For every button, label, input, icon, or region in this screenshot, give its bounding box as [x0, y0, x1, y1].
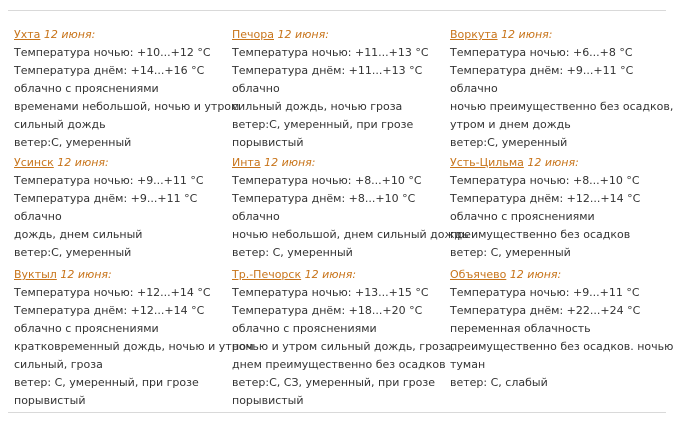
weather-description-line: облачно	[14, 210, 62, 223]
weather-description-line: преимущественно без осадков	[450, 228, 631, 241]
forecast-card	[450, 154, 668, 266]
weather-description-line: облачно	[232, 82, 280, 95]
weather-description-line: облачно с прояснениями	[14, 322, 159, 335]
city-link[interactable]: Инта	[232, 156, 261, 169]
forecast-card	[232, 26, 450, 154]
top-divider	[8, 10, 666, 11]
weather-description-line: дождь, днем сильный	[14, 228, 143, 241]
weather-description-line: ветер:С, СЗ, умеренный, при грозе	[232, 376, 435, 389]
weather-description-line: сильный дождь, ночью гроза	[232, 100, 403, 113]
city-link[interactable]: Усть-Цильма	[450, 156, 524, 169]
day-temperature: Температура днём: +18...+20 °C	[232, 304, 423, 317]
forecast-date: 12 июня:	[60, 268, 112, 281]
forecast-card	[232, 266, 455, 407]
weather-description-line: ветер:С, умеренный	[450, 136, 568, 149]
city-link[interactable]: Печора	[232, 28, 274, 41]
city-link[interactable]: Воркута	[450, 28, 498, 41]
forecast-header	[232, 26, 450, 44]
weather-description-line: порывистый	[14, 394, 86, 407]
night-temperature: Температура ночью: +6...+8 °C	[450, 46, 633, 59]
day-temperature: Температура днём: +8...+10 °C	[232, 192, 416, 205]
city-link[interactable]: Объячево	[450, 268, 507, 281]
forecast-panel	[8, 0, 676, 426]
weather-description-line: кратковременный дождь, ночью и утром	[14, 340, 254, 353]
bottom-divider	[8, 412, 666, 413]
day-temperature: Температура днём: +12...+14 °C	[14, 304, 205, 317]
weather-description-line: преимущественно без осадков. ночью	[450, 340, 674, 353]
weather-description-line: порывистый	[232, 394, 304, 407]
weather-description-line: туман	[450, 358, 486, 371]
day-temperature: Температура днём: +22...+24 °C	[450, 304, 641, 317]
night-temperature: Температура ночью: +11...+13 °C	[232, 46, 429, 59]
weather-description-line: днем преимущественно без осадков	[232, 358, 446, 371]
forecast-date: 12 июня:	[527, 156, 579, 169]
night-temperature: Температура ночью: +9...+11 °C	[450, 286, 640, 299]
weather-description-line: облачно	[232, 210, 280, 223]
day-temperature: Температура днём: +12...+14 °C	[450, 192, 641, 205]
weather-description-line: ночью и утром сильный дождь, гроза,	[232, 340, 455, 353]
forecast-date: 12 июня:	[43, 28, 96, 41]
forecast-date: 12 июня:	[264, 156, 316, 169]
forecast-card	[14, 154, 232, 266]
forecast-header	[232, 266, 450, 284]
forecast-card	[450, 266, 674, 402]
night-temperature: Температура ночью: +9...+11 °C	[14, 174, 204, 187]
forecast-date: 12 июня:	[501, 28, 553, 41]
weather-description-line: сильный дождь	[14, 118, 106, 131]
forecast-header	[14, 154, 232, 172]
weather-description-line: ночью преимущественно без осадков,	[450, 100, 674, 113]
forecast-header	[232, 154, 450, 172]
weather-description-line: ветер:С, умеренный, при грозе	[232, 118, 414, 131]
night-temperature: Температура ночью: +13...+15 °C	[232, 286, 429, 299]
weather-description-line: временами небольшой, ночью и утром	[14, 100, 240, 113]
forecast-card	[232, 154, 469, 266]
forecast-card	[14, 26, 240, 154]
forecast-grid	[14, 26, 674, 407]
night-temperature: Температура ночью: +8...+10 °C	[450, 174, 640, 187]
city-link[interactable]: Вуктыл	[14, 268, 57, 281]
weather-description-line: ветер:С, умеренный	[14, 246, 132, 259]
weather-description-line: ветер:С, умеренный	[14, 136, 132, 149]
forecast-header	[450, 266, 668, 284]
weather-description-line: ветер: С, умеренный	[450, 246, 571, 259]
forecast-date: 12 июня:	[304, 268, 357, 281]
forecast-date: 12 июня:	[277, 28, 329, 41]
day-temperature: Температура днём: +9...+11 °C	[14, 192, 198, 205]
weather-description-line: ветер: С, слабый	[450, 376, 548, 389]
weather-description-line: облачно с прояснениями	[14, 82, 159, 95]
weather-description-line: облачно	[450, 82, 498, 95]
weather-description-line: облачно с прояснениями	[450, 210, 595, 223]
city-link[interactable]: Ухта	[14, 28, 41, 41]
night-temperature: Температура ночью: +8...+10 °C	[232, 174, 422, 187]
night-temperature: Температура ночью: +12...+14 °C	[14, 286, 211, 299]
weather-description-line: сильный, гроза	[14, 358, 103, 371]
forecast-date: 12 июня:	[509, 268, 562, 281]
weather-description-line: ночью небольшой, днем сильный дождь	[232, 228, 469, 241]
city-link[interactable]: Тр.-Печорск	[232, 268, 302, 281]
day-temperature: Температура днём: +14...+16 °C	[14, 64, 205, 77]
forecast-header	[450, 154, 668, 172]
forecast-header	[14, 266, 232, 284]
weather-description-line: утром и днем дождь	[450, 118, 571, 131]
weather-description-line: облачно с прояснениями	[232, 322, 377, 335]
weather-description-line: переменная облачность	[450, 322, 591, 335]
forecast-header	[450, 26, 668, 44]
forecast-header	[14, 26, 232, 44]
weather-description-line: ветер: С, умеренный, при грозе	[14, 376, 199, 389]
city-link[interactable]: Усинск	[14, 156, 54, 169]
forecast-card	[14, 266, 254, 407]
night-temperature: Температура ночью: +10...+12 °C	[14, 46, 211, 59]
day-temperature: Температура днём: +9...+11 °C	[450, 64, 634, 77]
weather-description-line: ветер: С, умеренный	[232, 246, 353, 259]
day-temperature: Температура днём: +11...+13 °C	[232, 64, 423, 77]
weather-description-line: порывистый	[232, 136, 304, 149]
forecast-card	[450, 26, 674, 154]
forecast-date: 12 июня:	[57, 156, 109, 169]
